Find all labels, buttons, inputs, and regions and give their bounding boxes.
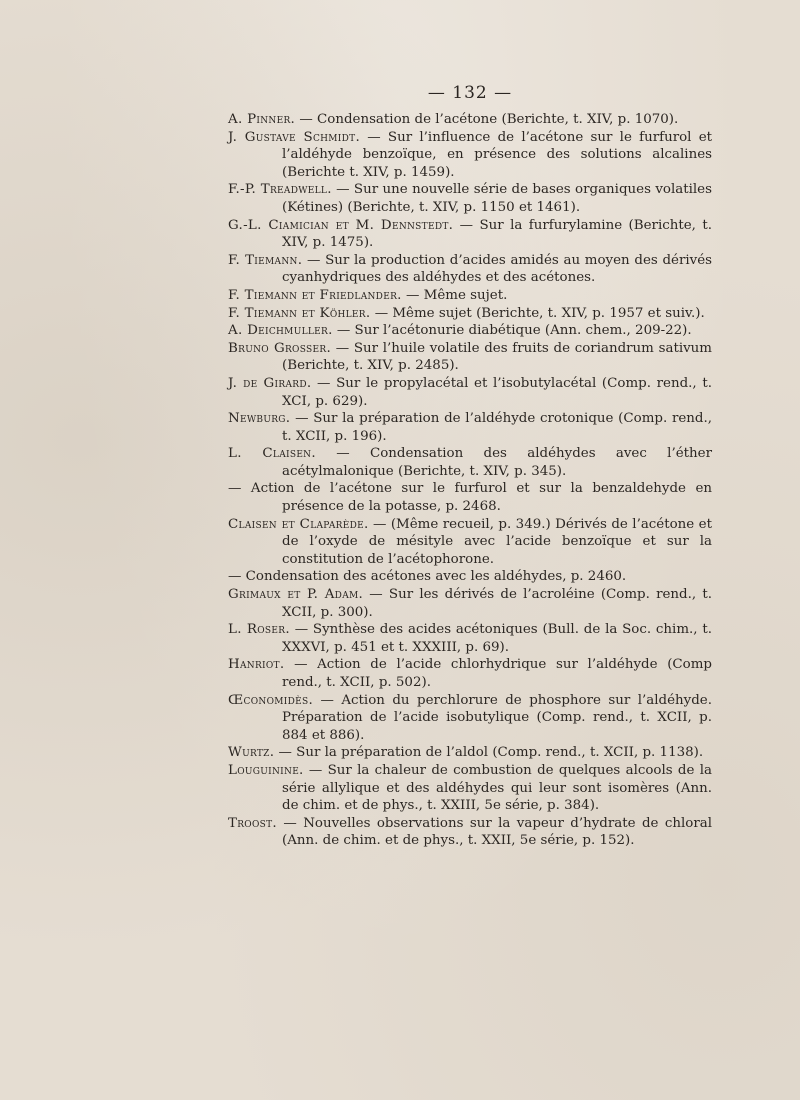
entry-author: Hanriot.: [228, 657, 285, 673]
entry-text: — Action du perchlorure de phosphore sur l’aldéhyde. Préparation de l’acide isobutylique (Comp. rend., t. XCII, p. 884 et 886).: [282, 692, 712, 743]
entry-text: — Sur la chaleur de combustion de quelques alcools de la série allylique et des aldéhydes qui leur sont isomères (Ann. de chim. et de phys., t. XXIII, 5e série, p. 384).: [282, 762, 712, 814]
bibliography-entry: [228, 744, 712, 762]
bibliography-list: [228, 111, 712, 850]
entry-author: Troost.: [228, 815, 277, 831]
bibliography-entry: [228, 252, 712, 287]
bibliography-entry: [228, 516, 712, 569]
bibliography-entry: [228, 568, 712, 586]
bibliography-entry: [228, 305, 712, 323]
entry-author: J. de Girard.: [228, 375, 312, 391]
entry-text: — Synthèse des acides acétoniques (Bull. de la Soc. chim., t. XXXVI, p. 451 et t. XXXIII, p. 69).: [282, 622, 712, 655]
entry-text: — Nouvelles observations sur la vapeur d’hydrate de chloral (Ann. de chim. et de phys., t. XXII, 5e série, p. 152).: [277, 815, 712, 849]
entry-text: — Condensation des acétones avec les aldéhydes, p. 2460.: [228, 569, 627, 585]
bibliography-entry: [228, 287, 712, 305]
entry-text: — Sur les dérivés de l’acroléine (Comp. rend., t. XCII, p. 300).: [282, 587, 712, 620]
bibliography-entry: [228, 656, 712, 691]
entry-text: — Sur une nouvelle série de bases organiques volatiles (Kétines) (Berichte, t. XIV, p. 1150 et 1461).: [282, 182, 712, 215]
bibliography-entry: [228, 692, 712, 745]
entry-author: Wurtz.: [228, 745, 275, 761]
bibliography-entry: [228, 410, 712, 445]
entry-author: Grimaux et P. Adam.: [228, 587, 364, 603]
entry-text: — Sur la préparation de l’aldol (Comp. rend., t. XCII, p. 1138).: [274, 745, 704, 761]
entry-author: Œconomidès.: [228, 692, 314, 708]
bibliography-entry: [228, 445, 712, 480]
entry-author: G.-L. Ciamician et M. Dennstedt.: [228, 217, 454, 233]
bibliography-entry: [228, 217, 712, 252]
entry-author: A. Pinner.: [228, 112, 296, 127]
entry-author: Newburg.: [228, 411, 291, 427]
entry-text: — Même sujet (Berichte, t. XIV, p. 1957 et suiv.).: [370, 305, 705, 321]
bibliography-entry: [228, 322, 712, 340]
entry-author: A. Deichmuller.: [228, 323, 333, 339]
entry-author: F. Tiemann et Köhler.: [228, 305, 371, 321]
entry-text: — Sur la production d’acides amidés au moyen des dérivés cyanhydriques des aldéhydes et des acétones.: [282, 252, 713, 286]
entry-text: — Action de l’acétone sur le furfurol et sur la benzaldehyde en présence de la potasse, p. 2468.: [228, 481, 712, 515]
bibliography-entry: [228, 129, 712, 182]
entry-text: — Sur l’influence de l’acétone sur le furfurol et l’aldéhyde benzoïque, en présence des solutions alcalines (Berichte t. XIV, p. 1459).: [282, 129, 713, 180]
entry-author: L. Roser.: [228, 622, 290, 638]
entry-text: — Sur la furfurylamine (Berichte, t. XIV, p. 1475).: [282, 217, 712, 251]
entry-text: — Sur la préparation de l’aldéhyde crotonique (Comp. rend., t. XCII, p. 196).: [282, 411, 712, 444]
bibliography-entry: [228, 762, 712, 815]
entry-author: Claisen et Claparède.: [228, 516, 369, 532]
entry-author: L. Claisen.: [228, 446, 316, 462]
entry-text: — Sur l’acétonurie diabétique (Ann. chem., 209-22).: [332, 323, 692, 339]
entry-author: F. Tiemann.: [228, 252, 303, 268]
bibliography-entry: [228, 815, 712, 850]
bibliography-entry: [228, 586, 712, 621]
entry-author: F.-P. Treadwell.: [228, 182, 332, 198]
bibliography-entry: [228, 621, 712, 656]
entry-author: F. Tiemann et Friedlander.: [228, 287, 402, 303]
bibliography-entry: [228, 111, 712, 129]
bibliography-entry: [228, 480, 712, 515]
entry-text: — Action de l’acide chlorhydrique sur l’aldéhyde (Comp rend., t. XCII, p. 502).: [282, 657, 712, 690]
entry-text: — Sur l’huile volatile des fruits de coriandrum sativum (Berichte, t. XIV, p. 2485).: [282, 340, 712, 374]
entry-text: — (Même recueil, p. 349.) Dérivés de l’acétone et de l’oxyde de mésityle avec l’acide benzoïque et sur la constitution de l’acétophorone.: [282, 516, 712, 567]
entry-text: — Condensation de l’acétone (Berichte, t. XIV, p. 1070).: [295, 112, 679, 127]
bibliography-entry: [228, 340, 712, 375]
entry-author: Louguinine.: [228, 762, 304, 778]
entry-text: — Condensation des aldéhydes avec l’éther acétylmalonique (Berichte, t. XIV, p. 345).: [282, 446, 712, 479]
entry-text: — Sur le propylacétal et l’isobutylacétal (Comp. rend., t. XCI, p. 629).: [282, 375, 712, 409]
bibliography-entry: [228, 375, 712, 410]
entry-text: — Même sujet.: [401, 287, 508, 303]
entry-author: Bruno Grosser.: [228, 340, 331, 356]
page-number: — 132 —: [427, 83, 513, 103]
entry-author: J. Gustave Schmidt.: [228, 129, 361, 145]
bibliography-entry: [228, 181, 712, 216]
